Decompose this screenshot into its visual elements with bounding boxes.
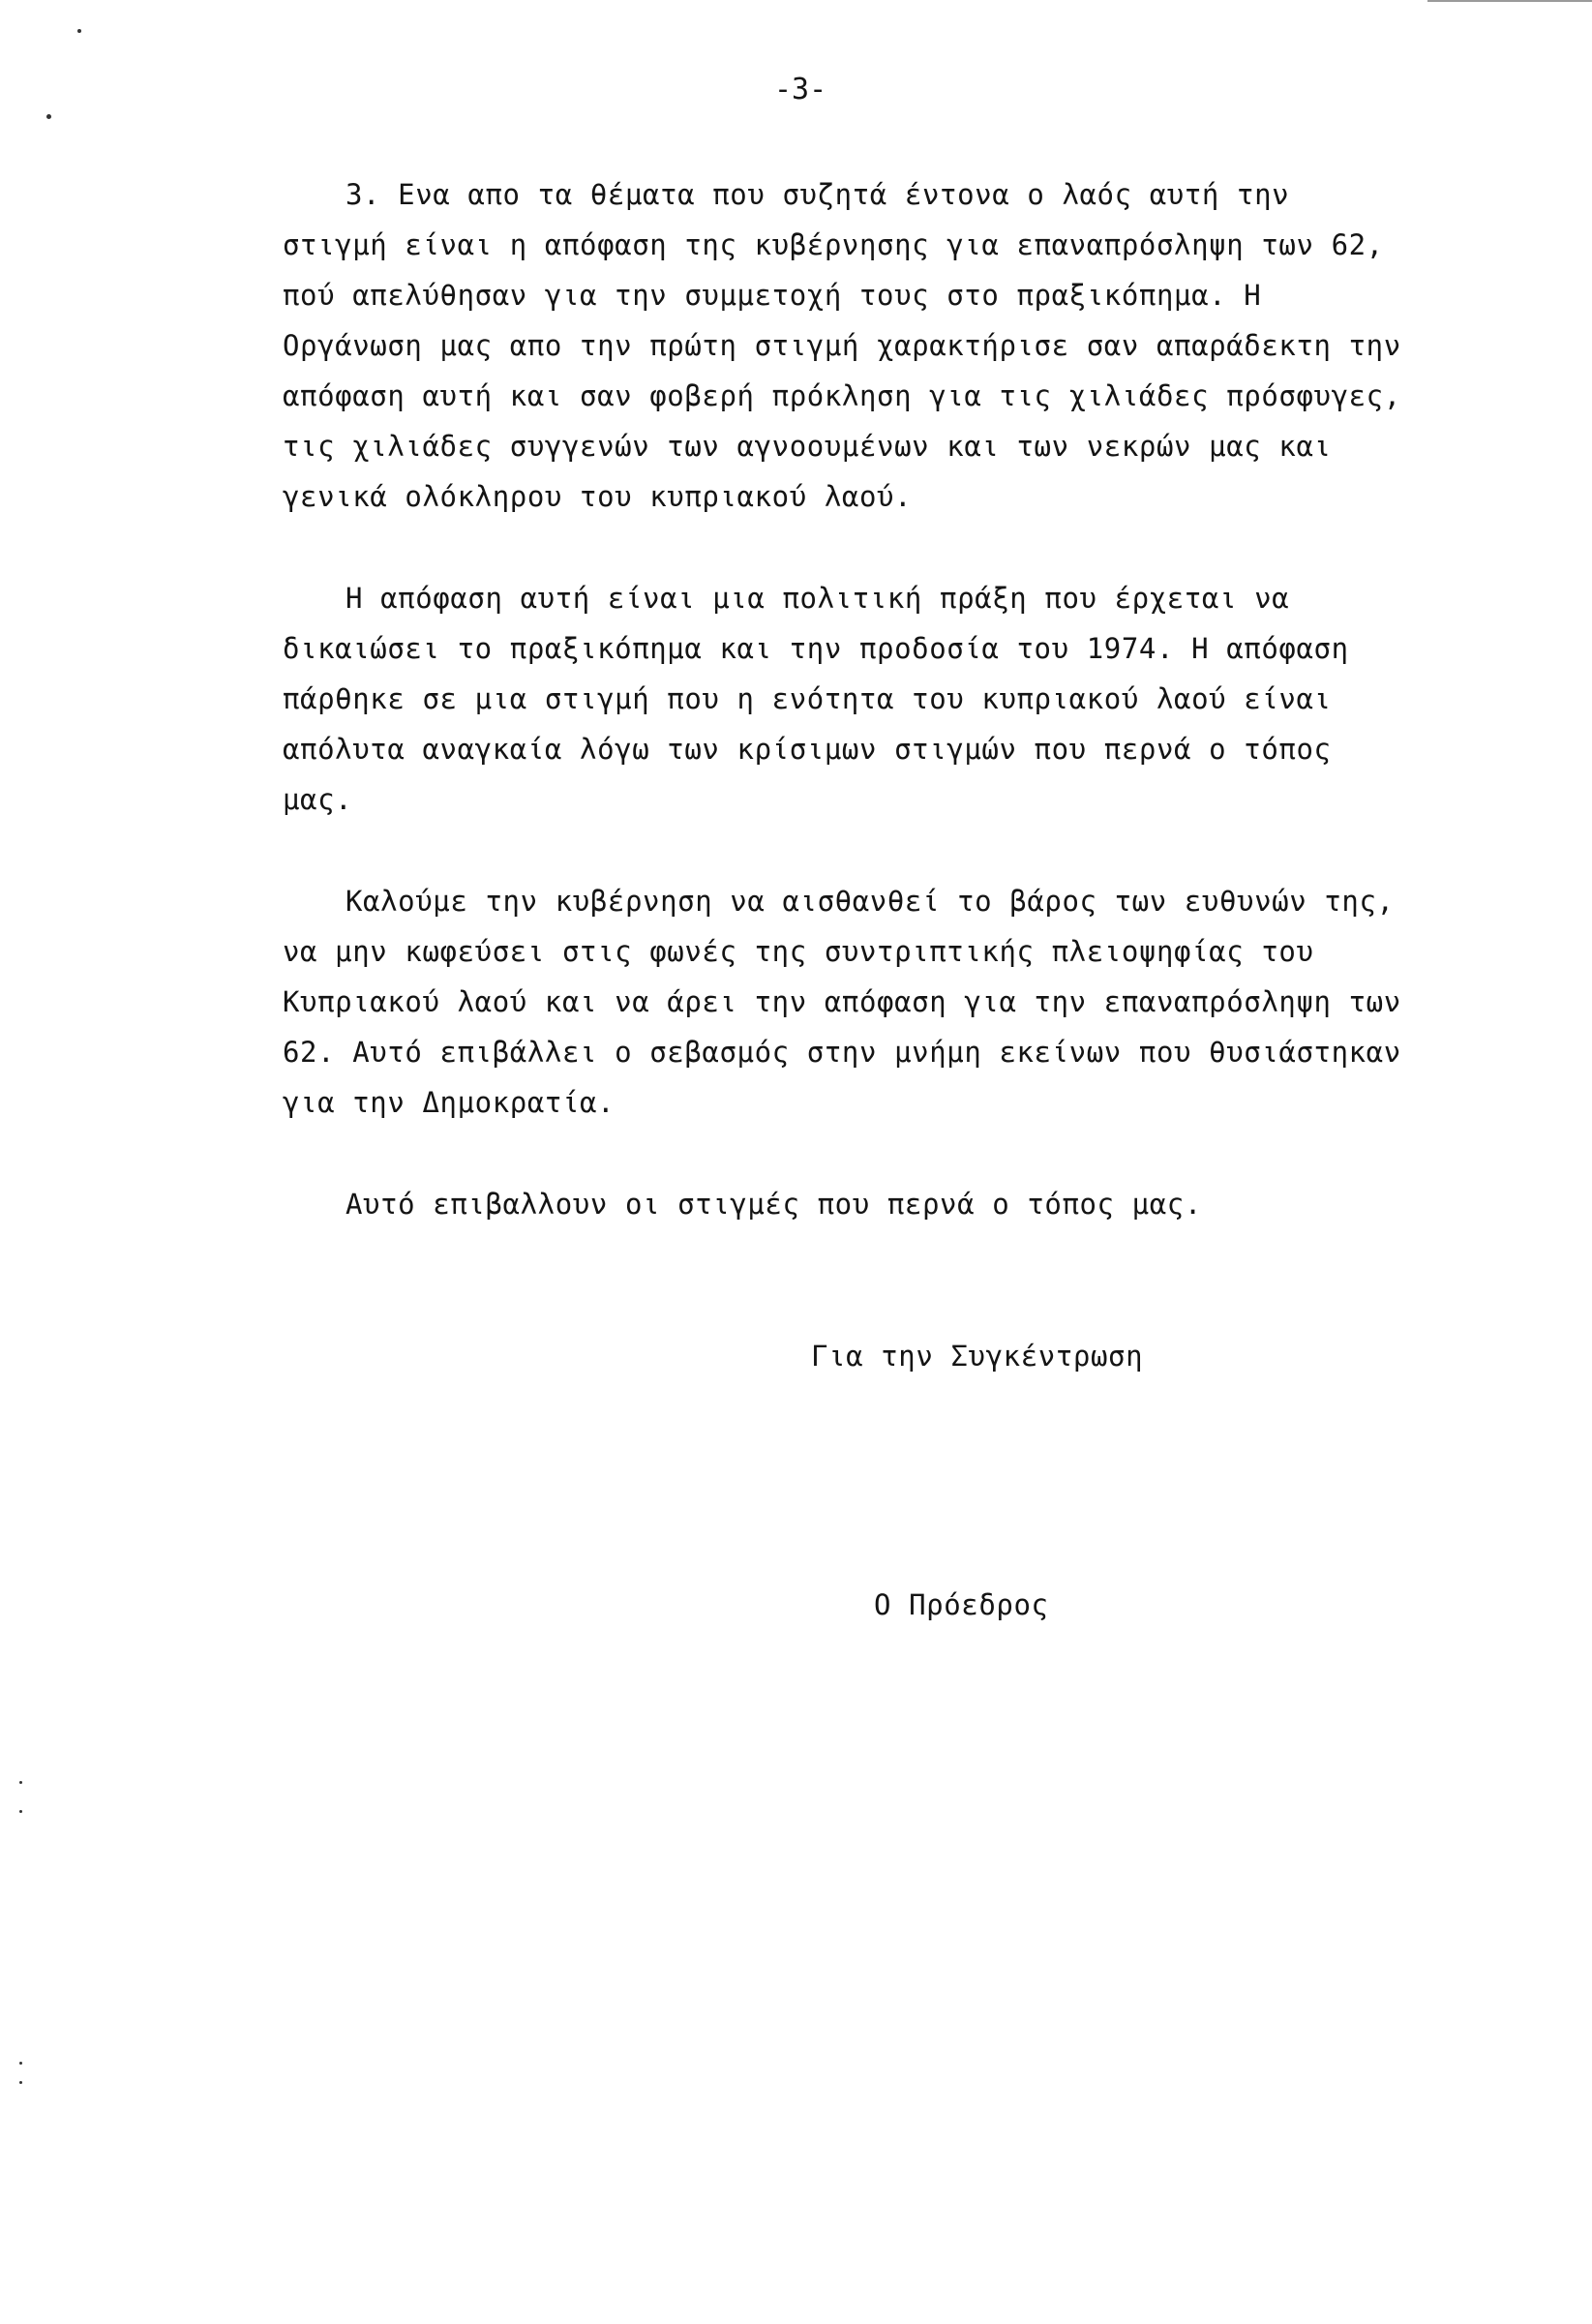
paragraph-3-line-3: Κυπριακού λαού και να άρει την απόφαση για την επαναπρόσληψη των [283,985,1401,1018]
paragraph-1-line-5: απόφαση αυτή και σαν φοβερή πρόκληση για τις χιλιάδες πρόσφυγες, [283,379,1401,412]
paragraph-3-line-5: για την Δημοκρατία. [283,1086,616,1119]
paragraph-1-line-7: γενικά ολόκληρου του κυπριακού λαού. [283,480,913,513]
page-number: -3- [774,73,827,106]
scan-speck [19,1810,22,1813]
paragraph-1-line-4: Οργάνωση μας απο την πρώτη στιγμή χαρακτήρισε σαν απαράδεκτη την [283,329,1401,362]
paragraph-3-line-1: Καλούμε την κυβέρνηση να αισθανθεί το βάρος των ευθυνών της, [345,885,1395,918]
paragraph-4-line-1: Αυτό επιβαλλουν οι στιγμές που περνά ο τόπος μας. [345,1188,1202,1221]
paragraph-1-line-3: πού απελύθησαν για την συμμετοχή τους στο πραξικόπημα. Η [283,279,1262,312]
paragraph-1-line-6: τις χιλιάδες συγγενών των αγνοουμένων και των νεκρών μας και [283,430,1332,463]
scan-speck [46,114,51,119]
paragraph-3-line-4: 62. Αυτό επιβάλλει ο σεβασμός στην μνήμη εκείνων που θυσιάστηκαν [283,1036,1401,1069]
signatory-title: Ο Πρόεδρος [874,1588,1049,1621]
paragraph-2-line-4: απόλυτα αναγκαία λόγω των κρίσιμων στιγμών που περνά ο τόπος [283,733,1332,766]
paragraph-1-line-2: στιγμή είναι η απόφαση της κυβέρνησης για επαναπρόσληψη των 62, [283,228,1384,261]
paragraph-2-line-3: πάρθηκε σε μια στιγμή που η ενότητα του κυπριακού λαού είναι [283,682,1332,715]
paragraph-2-line-2: δικαιώσει το πραξικόπημα και την προδοσία του 1974. Η απόφαση [283,632,1349,665]
paragraph-1-line-1: 3. Ενα απο τα θέματα που συζητά έντονα ο λαός αυτή την [345,178,1290,211]
scan-speck [19,2081,22,2084]
closing-line: Για την Συγκέντρωση [811,1340,1144,1373]
paragraph-2-line-5: μας. [283,783,353,816]
paragraph-2-line-1: Η απόφαση αυτή είναι μια πολιτική πράξη που έρχεται να [345,582,1290,615]
scan-speck [19,1781,22,1784]
scan-edge-mark [1427,0,1592,2]
paragraph-3-line-2: να μην κωφεύσει στις φωνές της συντριπτικής πλειοψηφίας του [283,935,1314,968]
scan-speck [19,2062,22,2065]
scan-speck [77,29,81,33]
